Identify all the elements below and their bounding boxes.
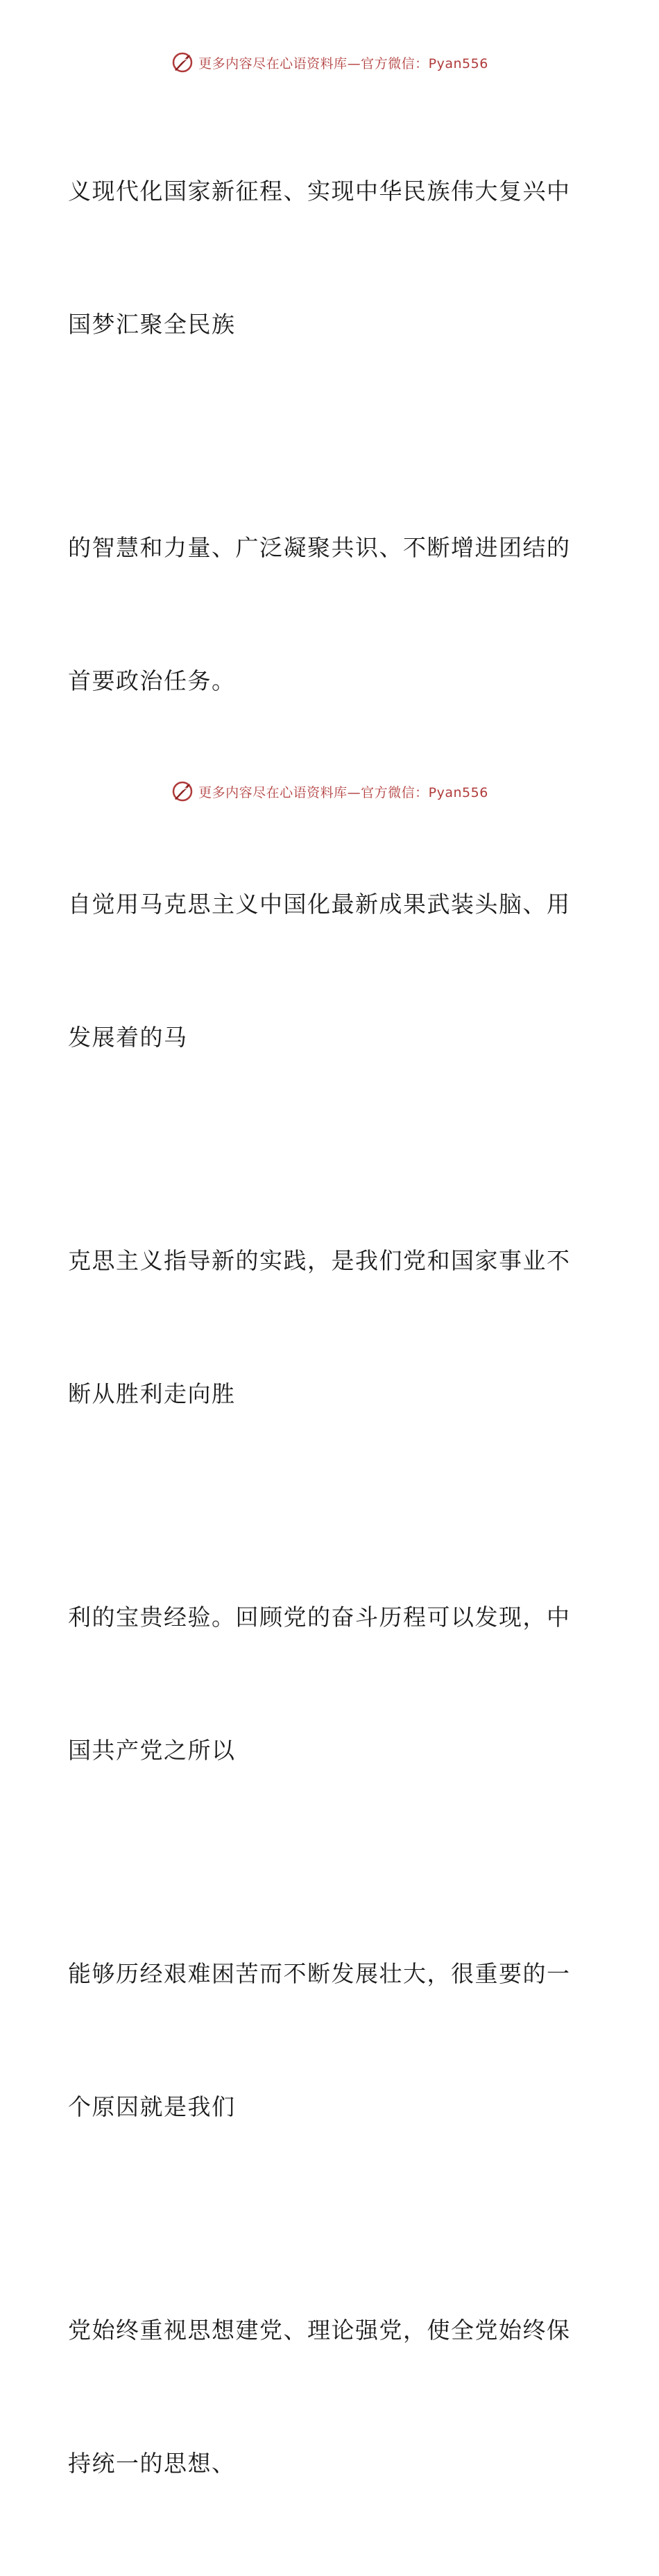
paragraph-line: 自觉用马克思主义中国化最新成果武装头脑、用 — [68, 891, 571, 918]
paragraph-line: 首要政治任务。 — [68, 667, 236, 694]
paragraph-2 — [68, 437, 581, 792]
paragraph-line: 个原因就是我们 — [68, 2093, 236, 2120]
paragraph-1 — [68, 80, 581, 436]
paragraph-line: 持统一的思想、 — [68, 2450, 236, 2477]
paragraph-line: 克思主义指导新的实践，是我们党和国家事业不 — [68, 1247, 571, 1274]
paragraph-line: 义现代化国家新征程、实现中华民族伟大复兴中 — [68, 178, 571, 205]
paragraph-line: 的智慧和力量、广泛凝聚共识、不断增进团结的 — [68, 534, 571, 561]
footer-banner — [0, 778, 659, 805]
paragraph-line: 国共产党之所以 — [68, 1737, 236, 1764]
paragraph-line: 党始终重视思想建党、理论强党，使全党始终保 — [68, 2317, 571, 2344]
paragraph-line: 国梦汇聚全民族 — [68, 311, 236, 338]
paragraph-7 — [68, 2219, 581, 2575]
paragraph-line: 能够历经艰难困苦而不断发展壮大，很重要的一 — [68, 1960, 571, 1987]
paragraph-5 — [68, 1506, 581, 1862]
quill-pen-logo-icon — [171, 780, 194, 803]
quill-pen-logo-icon — [171, 51, 194, 74]
paragraph-4 — [68, 1150, 581, 1505]
footer-banner-text: 更多内容尽在心语资料库—官方微信：Pyan556 — [198, 784, 488, 800]
paragraph-line: 利的宝贵经验。回顾党的奋斗历程可以发现，中 — [68, 1604, 571, 1631]
paragraph-line: 发展着的马 — [68, 1024, 188, 1051]
header-banner-text: 更多内容尽在心语资料库—官方微信：Pyan556 — [198, 55, 488, 71]
paragraph-3 — [68, 793, 581, 1149]
paragraph-6 — [68, 1863, 581, 2218]
paragraph-line: 断从胜利走向胜 — [68, 1380, 236, 1407]
header-banner — [0, 49, 659, 76]
document-body — [68, 80, 581, 2576]
